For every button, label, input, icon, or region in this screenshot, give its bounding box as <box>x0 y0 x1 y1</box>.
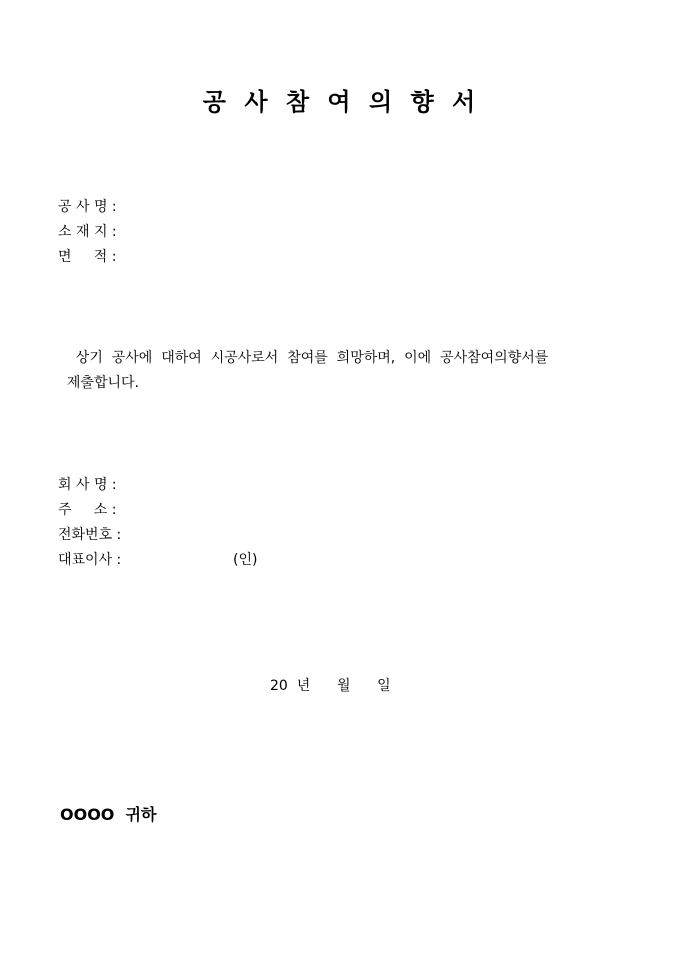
addressee: OOOO 귀하 <box>60 805 157 824</box>
field-address: 주 소 : <box>58 502 117 518</box>
date-line: 20 년 월 일 <box>270 678 391 694</box>
statement-line-1: 상기 공사에 대하여 시공사로서 참여를 희망하며, 이에 공사참여의향서를 <box>58 350 549 366</box>
field-project-name: 공 사 명 : <box>58 199 117 215</box>
statement-line-2: 제출합니다. <box>58 375 139 391</box>
field-phone: 전화번호 : <box>58 527 122 543</box>
field-location: 소 재 지 : <box>58 224 117 240</box>
field-company-name: 회 사 명 : <box>58 477 117 493</box>
document-title: 공 사 참 여 의 향 서 <box>202 87 478 116</box>
field-ceo: 대표이사 : <box>58 552 122 568</box>
field-area: 면 적 : <box>58 249 117 265</box>
seal-label: (인) <box>233 552 258 568</box>
